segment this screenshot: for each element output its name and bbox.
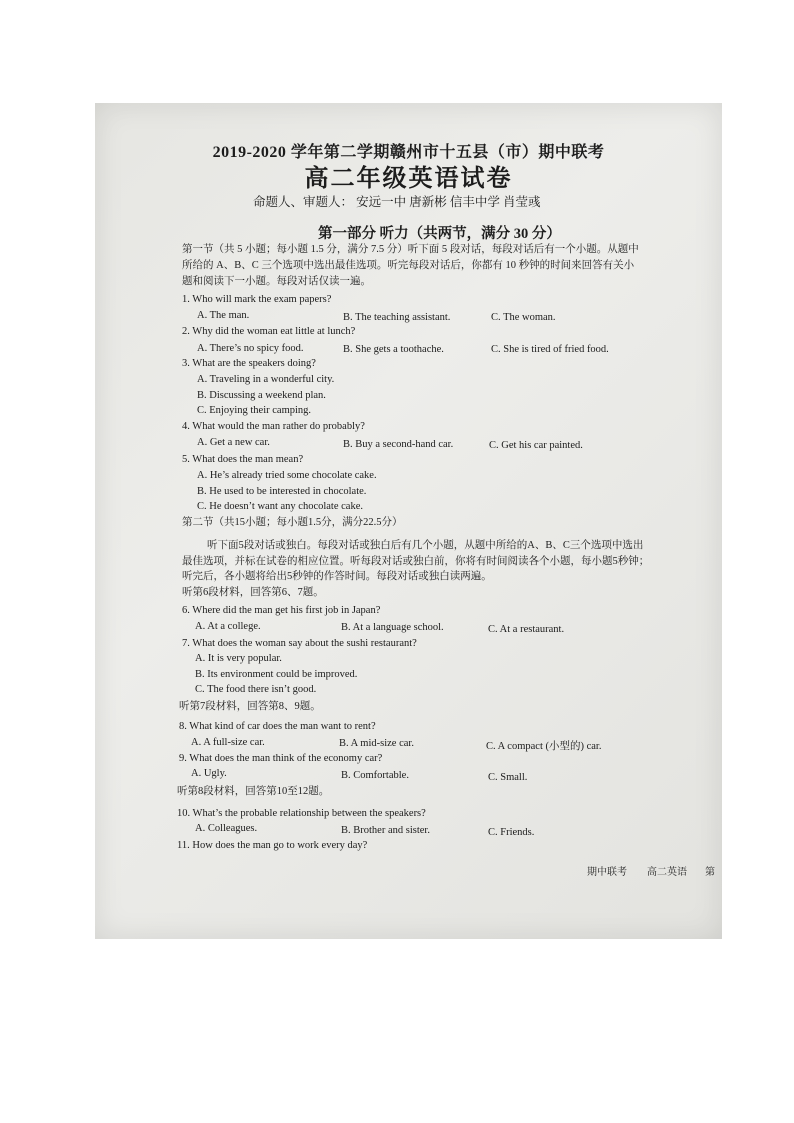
footer-exam: 期中联考 (587, 867, 627, 878)
question-6: 6. Where did the man get his first job in Japan? (182, 605, 381, 616)
footer-subject: 高二英语 (647, 867, 687, 878)
material-7-note: 听第7段材料，回答第8、9题。 (179, 701, 321, 712)
q1-option-b: B. The teaching assistant. (343, 312, 451, 323)
q5-option-c: C. He doesn’t want any chocolate cake. (197, 501, 363, 512)
q6-option-b: B. At a language school. (341, 622, 444, 633)
q5-option-b: B. He used to be interested in chocolate. (197, 486, 367, 497)
q4-option-a: A. Get a new car. (197, 437, 270, 448)
q8-option-b: B. A mid-size car. (339, 738, 414, 749)
question-10: 10. What’s the probable relationship between the speakers? (177, 808, 426, 819)
question-3: 3. What are the speakers doing? (182, 358, 316, 369)
exam-subtitle: 高二年级英语试卷 (304, 166, 513, 192)
q7-option-b: B. Its environment could be improved. (195, 669, 358, 680)
q9-option-c: C. Small. (488, 772, 528, 783)
material-6-note: 听第6段材料，回答第6、7题。 (182, 587, 324, 598)
question-4: 4. What would the man rather do probably? (182, 421, 365, 432)
q6-option-a: A. At a college. (195, 621, 261, 632)
q1-option-a: A. The man. (197, 310, 250, 321)
question-5: 5. What does the man mean? (182, 454, 304, 465)
q10-option-c: C. Friends. (488, 827, 535, 838)
q3-option-b: B. Discussing a weekend plan. (197, 390, 326, 401)
q6-option-c: C. At a restaurant. (488, 624, 565, 635)
q3-option-a: A. Traveling in a wonderful city. (197, 374, 335, 385)
q1-option-c: C. The woman. (491, 312, 556, 323)
q2-option-a: A. There’s no spicy food. (197, 343, 304, 354)
section2-title: 第二节（共15小题；每小题1.5分，满分22.5分） (182, 517, 403, 528)
q7-option-c: C. The food there isn’t good. (195, 684, 317, 695)
exam-title: 2019-2020 学年第二学期赣州市十五县（市）期中联考 (212, 144, 605, 161)
exam-paper (95, 103, 722, 939)
footer-page: 第 (705, 867, 715, 878)
q4-option-c: C. Get his car painted. (489, 440, 583, 451)
q9-option-a: A. Ugly. (191, 768, 227, 779)
q2-option-c: C. She is tired of fried food. (491, 344, 609, 355)
part1-title: 第一部分 听力（共两节，满分 30 分） (318, 226, 561, 242)
document-photo (95, 103, 722, 939)
question-11: 11. How does the man go to work every day? (177, 840, 368, 851)
q10-option-b: B. Brother and sister. (341, 825, 430, 836)
material-8-note: 听第8段材料，回答第10至12题。 (177, 786, 330, 797)
q7-option-a: A. It is very popular. (195, 653, 282, 664)
q5-option-a: A. He’s already tried some chocolate cake. (197, 470, 377, 481)
section2-instr-1: 听下面5段对话或独白。每段对话或独白后有几个小题，从题中所给的A、B、C三个选项中选出 (207, 540, 644, 551)
q3-option-c: C. Enjoying their camping. (197, 405, 312, 416)
question-9: 9. What does the man think of the economy car? (179, 753, 383, 764)
section2-instr-2: 最佳选项，并标在试卷的相应位置。听每段对话或独白前，你将有时间阅读各个小题，每小题5秒钟； (182, 556, 650, 567)
q9-option-b: B. Comfortable. (341, 770, 409, 781)
q8-option-c: C. A compact (小型的) car. (486, 741, 602, 752)
section2-instr-3: 听完后，各小题将给出5秒钟的作答时间。每段对话或独白读两遍。 (182, 571, 492, 582)
q8-option-a: A. A full-size car. (191, 737, 265, 748)
question-2: 2. Why did the woman eat little at lunch? (182, 326, 356, 337)
section1-instr-3: 题和阅读下一小题。每段对话仅读一遍。 (182, 276, 371, 287)
q4-option-b: B. Buy a second-hand car. (343, 439, 454, 450)
section1-instr-1: 第一节（共 5 小题；每小题 1.5 分，满分 7.5 分）听下面 5 段对话，每段对话后有一个小题。从题中 (182, 244, 639, 255)
section1-instr-2: 所给的 A、B、C 三个选项中选出最佳选项。听完每段对话后，你都有 10 秒钟的时间来回答有关小 (182, 260, 635, 271)
question-8: 8. What kind of car does the man want to rent? (179, 721, 376, 732)
question-1: 1. Who will mark the exam papers? (182, 294, 332, 305)
q2-option-b: B. She gets a toothache. (343, 344, 444, 355)
authors-line: 命题人、审题人： 安远一中 唐新彬 信丰中学 肖莹彧 (253, 195, 541, 209)
q10-option-a: A. Colleagues. (195, 823, 258, 834)
question-7: 7. What does the woman say about the sushi restaurant? (182, 638, 417, 649)
